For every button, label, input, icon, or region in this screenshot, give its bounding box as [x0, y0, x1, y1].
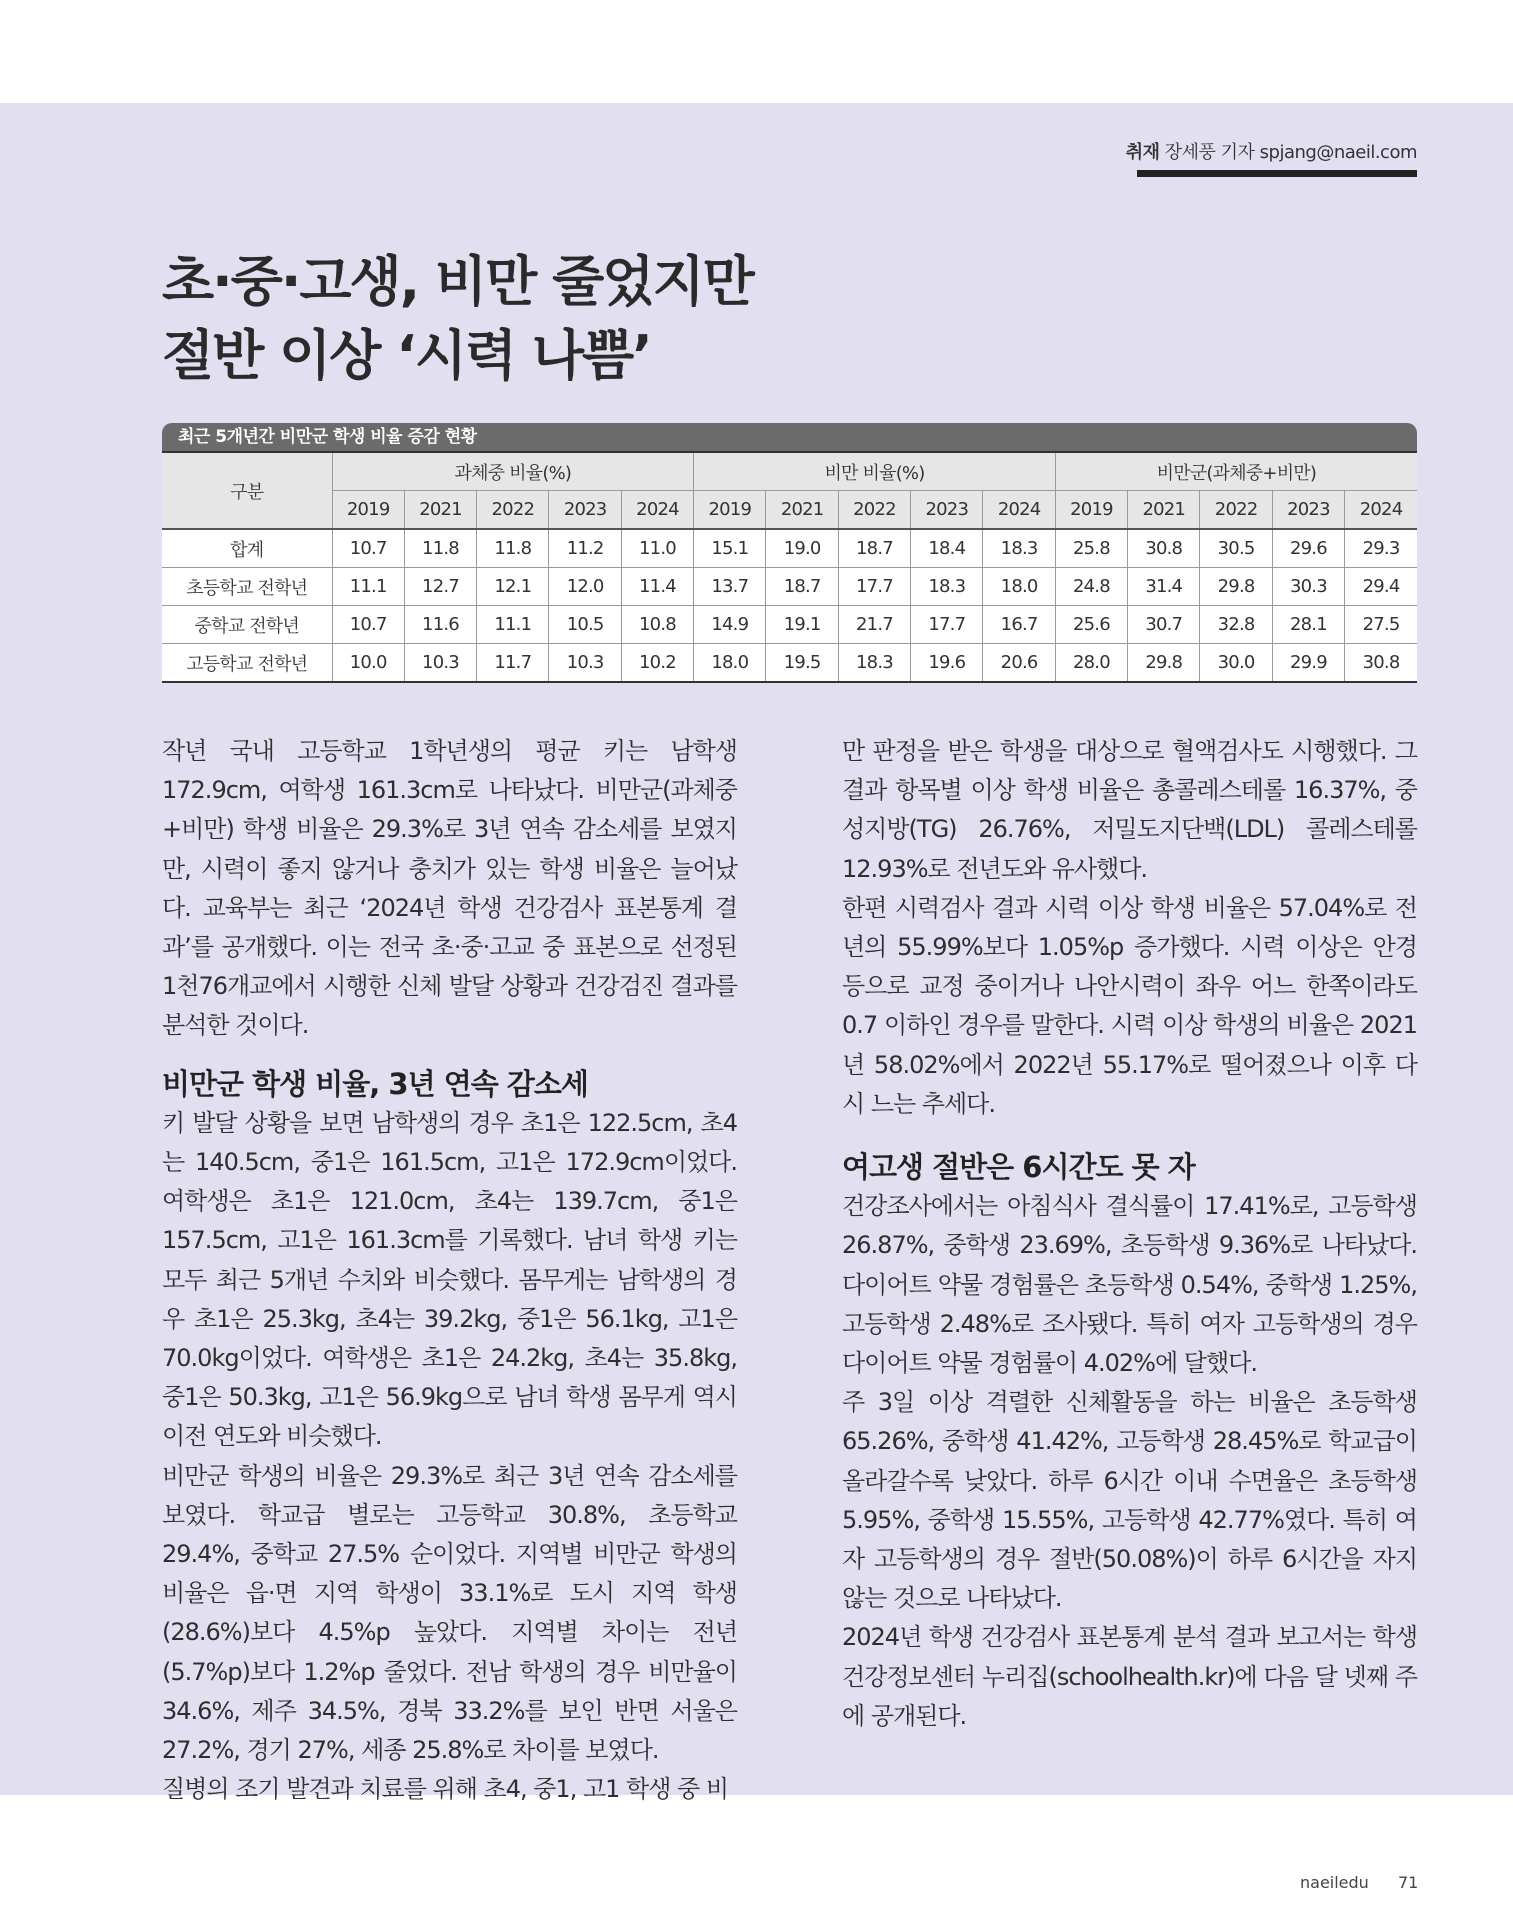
table-cell: 29.8 — [1128, 644, 1200, 683]
paragraph: 건강조사에서는 아침식사 결식률이 17.41%로, 고등학생 26.87%, 중학생 23.69%, 초등학생 9.36%로 나타났다. 다이어트 약물 경험률은 초등학생 0.54%, 중학생 1.25%, 고등학생 2.48%로 조사됐다. 특히 여자 고등학생의 경우 다이어트 약물 경험률이 4.02%에 달했다. — [842, 1192, 1417, 1378]
table-cell: 10.7 — [332, 606, 404, 644]
table-cell: 29.3 — [1345, 529, 1417, 568]
year-header: 2024 — [983, 491, 1055, 530]
table-cell: 28.0 — [1055, 644, 1127, 683]
table-cell: 18.7 — [766, 568, 838, 606]
table-cell: 28.1 — [1272, 606, 1344, 644]
page-number: 71 — [1398, 1873, 1419, 1892]
table-cell: 21.7 — [838, 606, 910, 644]
table-row — [162, 529, 1417, 568]
table-cell: 18.3 — [911, 568, 983, 606]
section-heading: 여고생 절반은 6시간도 못 자 — [842, 1150, 1195, 1185]
table-cell: 11.6 — [404, 606, 476, 644]
year-header: 2023 — [549, 491, 621, 530]
paragraph: 한편 시력검사 결과 시력 이상 학생 비율은 57.04%로 전년의 55.99%보다 1.05%p 증가했다. 시력 이상은 안경 등으로 교정 중이거나 나안시력이 좌우 어느 한쪽이라도 0.7 이하인 경우를 말한다. 시력 이상 학생의 비율은 2021년 58.02%에서 2022년 55.17%로 떨어졌으나 이후 다시 느는 추세다. — [842, 893, 1417, 1118]
table-cell: 19.5 — [766, 644, 838, 683]
table-cell: 15.1 — [694, 529, 766, 568]
table-corner-header: 구분 — [162, 452, 332, 529]
table-cell: 10.5 — [549, 606, 621, 644]
table-cell: 18.3 — [983, 529, 1055, 568]
table-cell: 20.6 — [983, 644, 1055, 683]
headline-line-2: 절반 이상 ‘시력 나쁨’ — [162, 324, 651, 387]
group-header-overweight: 과체중 비율(%) — [332, 452, 694, 491]
table-cell: 29.4 — [1345, 568, 1417, 606]
table-cell: 11.1 — [477, 606, 549, 644]
year-header: 2022 — [477, 491, 549, 530]
table-cell: 10.2 — [621, 644, 693, 683]
table-cell: 19.0 — [766, 529, 838, 568]
table-cell: 30.7 — [1128, 606, 1200, 644]
table-cell: 11.0 — [621, 529, 693, 568]
table-cell: 17.7 — [838, 568, 910, 606]
table-cell: 30.5 — [1200, 529, 1272, 568]
table-cell: 11.8 — [404, 529, 476, 568]
table-cell: 12.0 — [549, 568, 621, 606]
table-cell: 18.7 — [838, 529, 910, 568]
table-cell: 24.8 — [1055, 568, 1127, 606]
table-cell: 18.3 — [838, 644, 910, 683]
group-header-obesity: 비만 비율(%) — [694, 452, 1056, 491]
table-cell: 11.1 — [332, 568, 404, 606]
paragraph: 비만군 학생의 비율은 29.3%로 최근 3년 연속 감소세를 보였다. 학교급 별로는 고등학교 30.8%, 초등학교 29.4%, 중학교 27.5% 순이었다. 지역별 비만군 학생의 비율은 읍·면 지역 학생이 33.1%로 도시 지역 학생(28.6%)보다 4.5%p 높았다. 지역별 차이는 전년(5.7%p)보다 1.2%p 줄었다. 전남 학생의 경우 비만율이 34.6%, 제주 34.5%, 경북 33.2%를 보인 반면 서울은 27.2%, 경기 27%, 세종 25.8%로 차이를 보였다. — [162, 1461, 737, 1765]
table-cell: 11.2 — [549, 529, 621, 568]
table-cell: 19.1 — [766, 606, 838, 644]
row-label: 고등학교 전학년 — [162, 644, 332, 683]
table-cell: 16.7 — [983, 606, 1055, 644]
row-label: 초등학교 전학년 — [162, 568, 332, 606]
table-cell: 10.3 — [404, 644, 476, 683]
year-header: 2024 — [621, 491, 693, 530]
table-cell: 18.4 — [911, 529, 983, 568]
row-label: 중학교 전학년 — [162, 606, 332, 644]
paragraph: 작년 국내 고등학교 1학년생의 평균 키는 남학생 172.9cm, 여학생 161.3cm로 나타났다. 비만군(과체중+비만) 학생 비율은 29.3%로 3년 연속 감소세를 보였지만, 시력이 좋지 않거나 충치가 있는 학생 비율은 늘어났다. 교육부는 최근 ‘2024년 학생 건강검사 표본통계 결과’를 공개했다. 이는 전국 초·중·고교 중 표본으로 선정된 1천76개교에서 시행한 신체 발달 상황과 건강검진 결과를 분석한 것이다. — [162, 737, 737, 1040]
year-header: 2022 — [1200, 491, 1272, 530]
table-cell: 10.7 — [332, 529, 404, 568]
byline-text: 장세풍 기자 spjang@naeil.com — [1164, 142, 1417, 163]
table-row — [162, 606, 1417, 644]
section-heading: 비만군 학생 비율, 3년 연속 감소세 — [162, 1066, 588, 1101]
table-caption: 최근 5개년간 비만군 학생 비율 증감 현황 — [162, 423, 1417, 451]
table-cell: 29.8 — [1200, 568, 1272, 606]
year-header: 2019 — [1055, 491, 1127, 530]
byline-rule — [1137, 170, 1417, 177]
table-cell: 32.8 — [1200, 606, 1272, 644]
table-cell: 30.3 — [1272, 568, 1344, 606]
headline-line-1: 초·중·고생, 비만 줄었지만 — [162, 250, 753, 313]
table-cell: 13.7 — [694, 568, 766, 606]
year-header: 2024 — [1345, 491, 1417, 530]
table-cell: 17.7 — [911, 606, 983, 644]
table-cell: 11.8 — [477, 529, 549, 568]
table-cell: 30.0 — [1200, 644, 1272, 683]
left-column — [162, 732, 737, 1809]
table-cell: 14.9 — [694, 606, 766, 644]
group-header-combined: 비만군(과체중+비만) — [1055, 452, 1417, 491]
year-header: 2021 — [766, 491, 838, 530]
right-column — [842, 732, 1417, 1736]
year-header: 2023 — [1272, 491, 1344, 530]
table-row — [162, 568, 1417, 606]
table-cell: 30.8 — [1345, 644, 1417, 683]
paragraph: 2024년 학생 건강검사 표본통계 분석 결과 보고서는 학생건강정보센터 누리집(schoolhealth.kr)에 다음 달 넷째 주에 공개된다. — [842, 1623, 1417, 1730]
year-header: 2019 — [694, 491, 766, 530]
table-row — [162, 644, 1417, 683]
table-cell: 19.6 — [911, 644, 983, 683]
byline — [1126, 138, 1417, 164]
table-cell: 25.8 — [1055, 529, 1127, 568]
year-header: 2021 — [404, 491, 476, 530]
obesity-stats-table — [162, 451, 1417, 683]
table-cell: 18.0 — [983, 568, 1055, 606]
byline-label: 취재 — [1125, 142, 1160, 163]
table-cell: 27.5 — [1345, 606, 1417, 644]
table-cell: 29.6 — [1272, 529, 1344, 568]
paragraph: 질병의 조기 발견과 치료를 위해 초4, 중1, 고1 학생 중 비 — [162, 1775, 729, 1804]
table-cell: 31.4 — [1128, 568, 1200, 606]
paragraph: 주 3일 이상 격렬한 신체활동을 하는 비율은 초등학생 65.26%, 중학생 41.42%, 고등학생 28.45%로 학교급이 올라갈수록 낮았다. 하루 6시간 이내 수면율은 초등학생 5.95%, 중학생 15.55%, 고등학생 42.77%였다. 특히 여자 고등학생의 경우 절반(50.08%)이 하루 6시간을 자지 않는 것으로 나타났다. — [842, 1388, 1417, 1613]
table-cell: 29.9 — [1272, 644, 1344, 683]
table-cell: 10.0 — [332, 644, 404, 683]
table-cell: 18.0 — [694, 644, 766, 683]
year-header: 2021 — [1128, 491, 1200, 530]
row-label: 합계 — [162, 529, 332, 568]
table-cell: 10.3 — [549, 644, 621, 683]
table-cell: 11.7 — [477, 644, 549, 683]
table-cell: 30.8 — [1128, 529, 1200, 568]
table-cell: 12.1 — [477, 568, 549, 606]
headline — [162, 245, 862, 393]
table-cell: 25.6 — [1055, 606, 1127, 644]
year-header: 2019 — [332, 491, 404, 530]
table-cell: 12.7 — [404, 568, 476, 606]
table-cell: 10.8 — [621, 606, 693, 644]
year-header: 2022 — [838, 491, 910, 530]
paragraph: 만 판정을 받은 학생을 대상으로 혈액검사도 시행했다. 그 결과 항목별 이상 학생 비율은 총콜레스테롤 16.37%, 중성지방(TG) 26.76%, 저밀도지단백(LDL) 콜레스테롤 12.93%로 전년도와 유사했다. — [842, 737, 1417, 883]
paragraph: 키 발달 상황을 보면 남학생의 경우 초1은 122.5cm, 초4는 140.5cm, 중1은 161.5cm, 고1은 172.9cm이었다. 여학생은 초1은 121.0cm, 초4는 139.7cm, 중1은 157.5cm, 고1은 161.3cm를 기록했다. 남녀 학생 키는 모두 최근 5개년 수치와 비슷했다. 몸무게는 남학생의 경우 초1은 25.3kg, 초4는 39.2kg, 중1은 56.1kg, 고1은 70.0kg이었다. 여학생은 초1은 24.2kg, 초4는 35.8kg, 중1은 50.3kg, 고1은 56.9kg으로 남녀 학생 몸무게 역시 이전 연도와 비슷했다. — [162, 1108, 737, 1451]
footer-brand: naeiledu — [1300, 1873, 1369, 1892]
year-header: 2023 — [911, 491, 983, 530]
table-cell: 11.4 — [621, 568, 693, 606]
